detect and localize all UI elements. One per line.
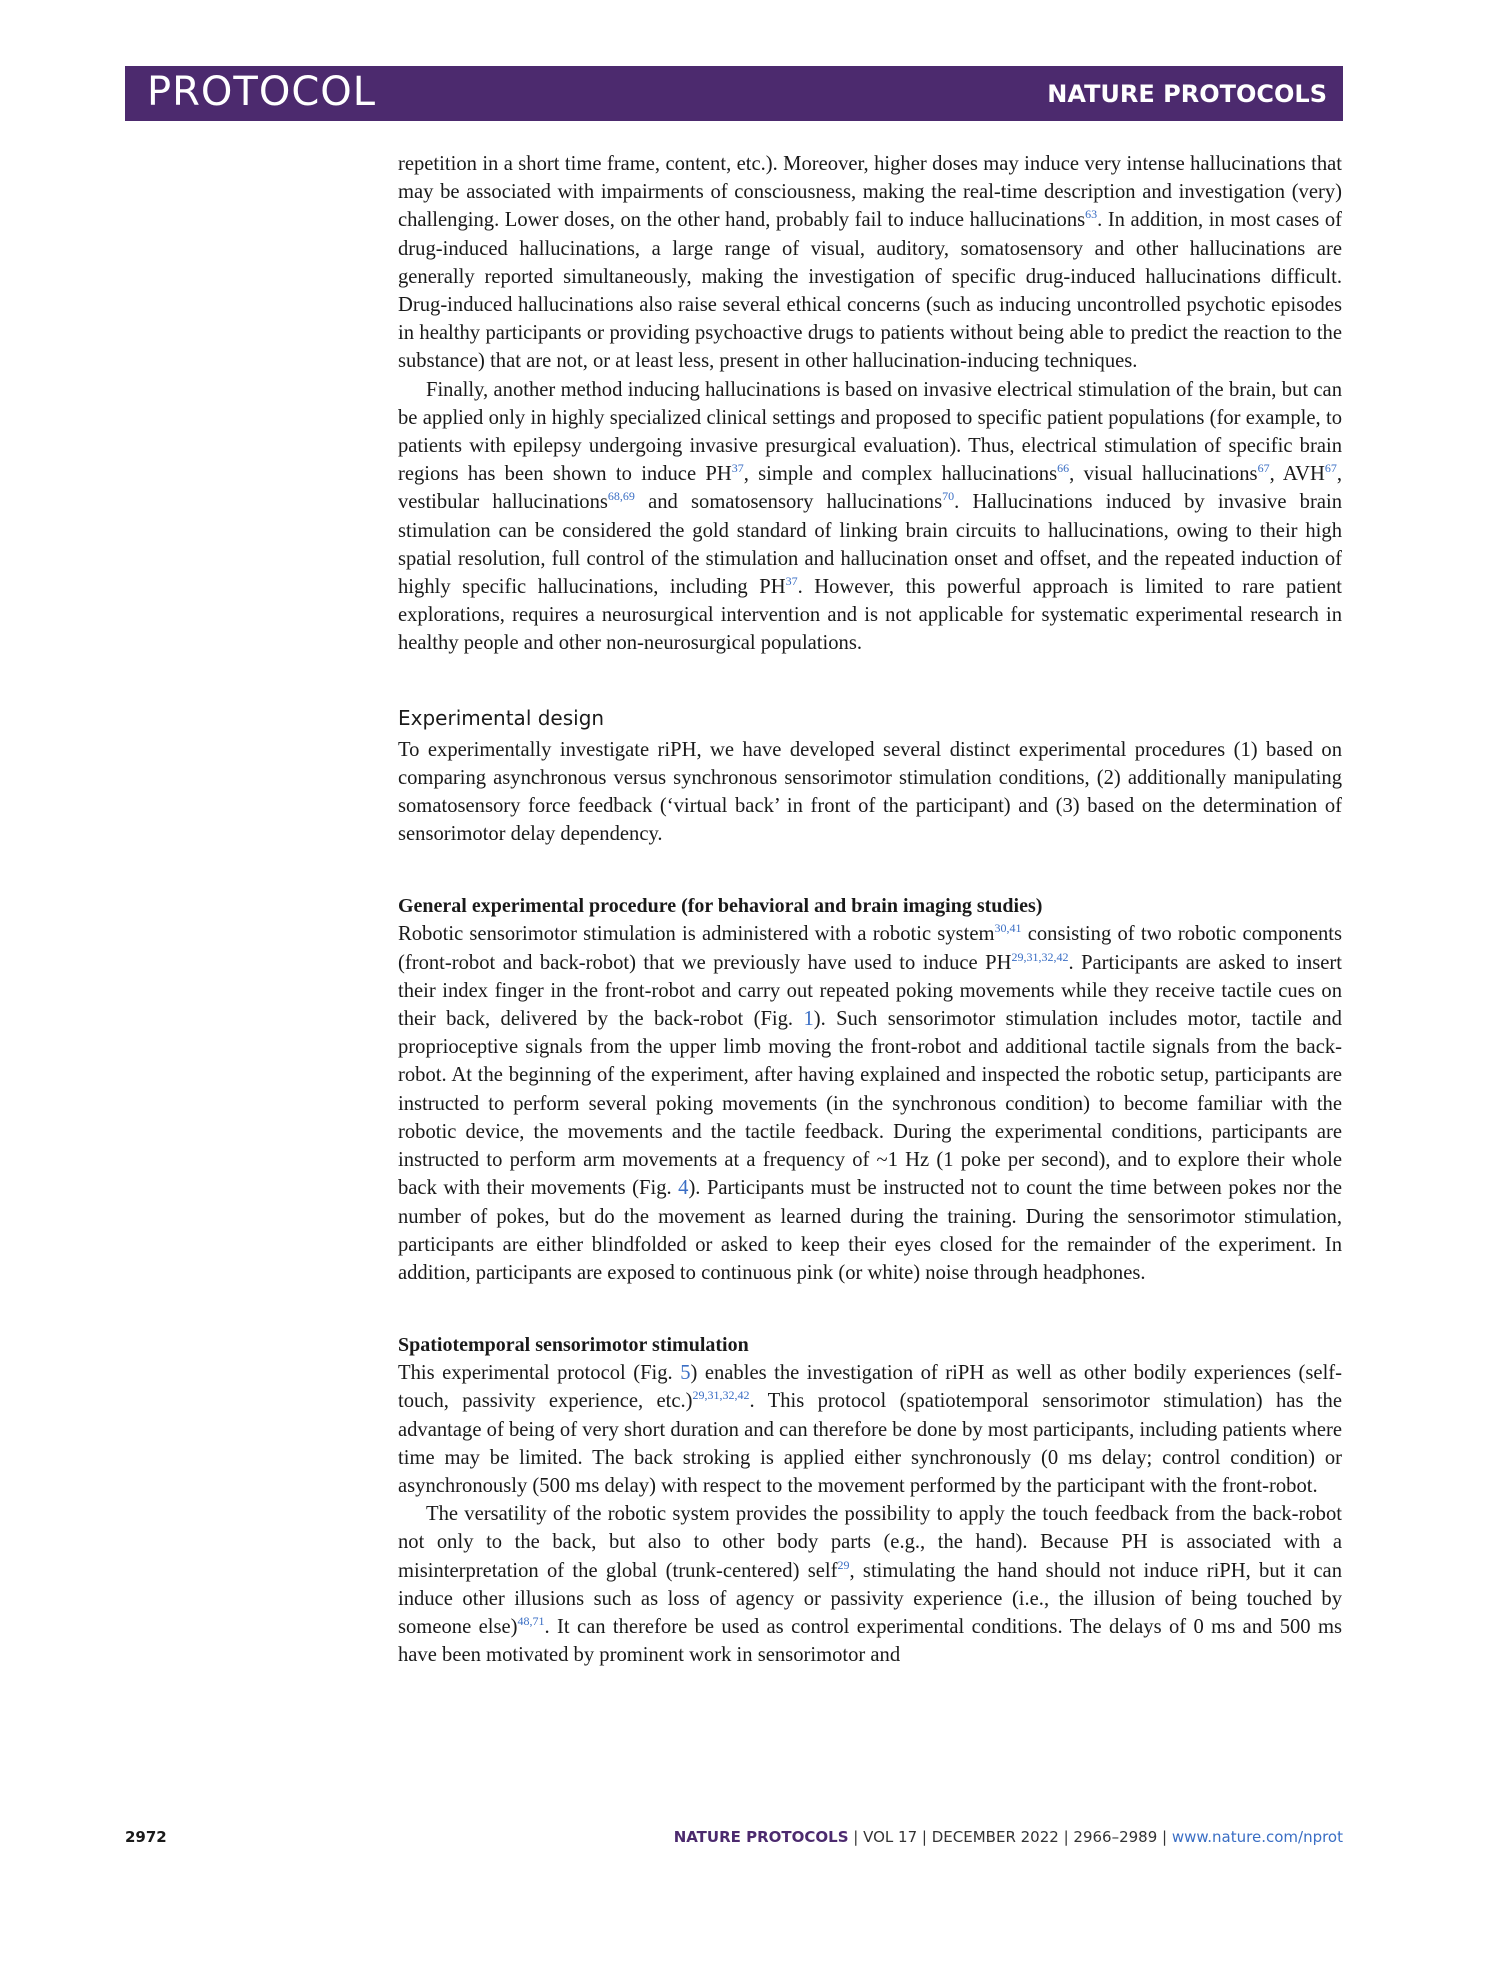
- reference-link[interactable]: 29,31,32,42: [692, 1388, 750, 1403]
- reference-link[interactable]: 30,41: [994, 921, 1022, 936]
- reference-link[interactable]: 67: [1324, 461, 1337, 476]
- reference-link[interactable]: 37: [785, 574, 798, 589]
- paragraph-drug-hallucinations: repetition in a short time frame, content, etc.). Moreover, higher doses may induce very intense hallucinations that may be associated with impairments of consciousness, making the real-time description and investigation (very) challenging. Lower doses, on the other hand, probably fail to induce hallucinations$^{63}$. In addition, in most cases of drug-induced hallucinations, a large range of visual, auditory, somatosensory and other hallucinations are generally reported simultaneously, making the investigation of specific drug-induced hallucinations difficult. Drug-induced hallucinations also raise several ethical concerns (such as inducing uncontrolled psychotic episodes in healthy participants or providing psychoactive drugs to patients without being able to predict the reaction to the substance) that are not, or at least less, present in other hallucination-inducing techniques.: [398, 153, 1342, 373]
- reference-link[interactable]: 37: [731, 461, 744, 476]
- paragraph-experimental-design: To experimentally investigate riPH, we have developed several distinct experimental procedures (1) based on comparing asynchronous versus synchronous sensorimotor stimulation conditions, (2) additionally manipulating somatosensory force feedback (‘virtual back’ in front of the participant) and (3) based on the determination of sensorimotor delay dependency.: [398, 738, 1342, 846]
- subheading-general-procedure: General experimental procedure (for behavioral and brain imaging studies): [398, 895, 1043, 918]
- reference-link[interactable]: 68,69: [607, 489, 635, 504]
- reference-link[interactable]: 63: [1085, 207, 1098, 222]
- figure-link[interactable]: 5: [680, 1362, 691, 1385]
- reference-link[interactable]: 48,71: [517, 1614, 545, 1629]
- paragraph-electrical-stimulation: Finally, another method inducing hallucinations is based on invasive electrical stimulation of the brain, but can be applied only in highly specialized clinical settings and proposed to specific patient populations (for example, to patients with epilepsy undergoing invasive presurgical evaluation). Thus, electrical stimulation of specific brain regions has been shown to induce PH$^{37}$, simple and complex hallucinations$^{66}$, visual hallucinations$^{67}$, AVH$^{67}$, vestibular hallucinations$^{68,69}$ and somatosensory hallucinations$^{70}$. Hallucinations induced by invasive brain stimulation can be considered the gold standard of linking brain circuits to hallucinations, owing to their high spatial resolution, full control of the stimulation and hallucination onset and offset, and the repeated induction of highly specific hallucinations, including PH$^{37}$. However, this powerful approach is limited to rare patient explorations, requires a neurosurgical intervention and is not applicable for systematic experimental research in healthy people and other non-neurosurgical populations.: [398, 378, 1342, 655]
- paragraph-spatiotemporal: This experimental protocol (Fig. 5) enables the investigation of riPH as well as other bodily experiences (self-touch, passivity experience, etc.)$^{29,31,32,42}$. This protocol (spatiotemporal sensorimotor stimulation) has the advantage of being of very short duration and can therefore be done by most participants, including patients where time may be limited. The back stroking is applied either synchronously (0 ms delay; control condition) or asynchronously (500 ms delay) with respect to the movement performed by the participant with the front-robot.: [398, 1362, 1343, 1497]
- subheading-spatiotemporal: Spatiotemporal sensorimotor stimulation: [398, 1334, 749, 1357]
- section-heading-experimental-design: Experimental design: [398, 705, 605, 730]
- reference-link[interactable]: 66: [1057, 461, 1070, 476]
- header-banner: [125, 66, 1343, 121]
- figure-link[interactable]: 1: [803, 1008, 814, 1031]
- footer-volume: VOL 17: [863, 1828, 918, 1846]
- footer-pages: 2966–2989: [1073, 1828, 1158, 1846]
- reference-link[interactable]: 29,31,32,42: [1011, 949, 1069, 964]
- footer-journal: NATURE PROTOCOLS: [673, 1828, 849, 1846]
- footer-citation: NATURE PROTOCOLS | VOL 17 | DECEMBER 2022 | 2966–2989 | www.nature.com/nprot: [673, 1828, 1343, 1846]
- reference-link[interactable]: 67: [1257, 461, 1270, 476]
- footer-url-link[interactable]: www.nature.com/nprot: [1171, 1828, 1343, 1846]
- reference-link[interactable]: 29: [837, 1557, 850, 1572]
- journal-name: NATURE PROTOCOLS: [1047, 80, 1327, 108]
- figure-link[interactable]: 4: [678, 1177, 689, 1200]
- paragraph-general-procedure: Robotic sensorimotor stimulation is administered with a robotic system$^{30,41}$ consisting of two robotic components (front-robot and back-robot) that we previously have used to induce PH$^{29,31,32,42}$. Participants are asked to insert their index finger in the front-robot and carry out repeated poking movements while they receive tactile cues on their back, delivered by the back-robot (Fig. 1). Such sensorimotor stimulation includes motor, tactile and proprioceptive signals from the upper limb moving the front-robot and additional tactile signals from the back-robot. At the beginning of the experiment, after having explained and inspected the robotic setup, participants are instructed to perform several poking movements (in the synchronous condition) to become familiar with the robotic device, the movements and the tactile feedback. During the experimental conditions, participants are instructed to perform arm movements at a frequency of ~1 Hz (1 poke per second), and to explore their whole back with their movements (Fig. 4). Participants must be instructed not to count the time between pokes nor the number of pokes, but do the movement as learned during the training. During the sensorimotor stimulation, participants are either blindfolded or asked to keep their eyes closed for the remainder of the experiment. In addition, participants are exposed to continuous pink (or white) noise through headphones.: [398, 921, 1342, 1284]
- page-number: 2972: [125, 1828, 167, 1846]
- section-label: PROTOCOL: [147, 69, 377, 115]
- reference-link[interactable]: 70: [942, 489, 955, 504]
- footer-date: DECEMBER 2022: [931, 1828, 1059, 1846]
- main-column: [398, 150, 1342, 1669]
- paragraph-versatility: The versatility of the robotic system provides the possibility to apply the touch feedback from the back-robot not only to the back, but also to other body parts (e.g., the hand). Because PH is associated with a misinterpretation of the global (trunk-centered) self$^{29}$, stimulating the hand should not induce riPH, but it can induce other illusions such as loss of agency or passivity experience (i.e., the illusion of being touched by someone else)$^{48,71}$. It can therefore be used as control experimental conditions. The delays of 0 ms and 500 ms have been motivated by prominent work in sensorimotor and: [398, 1503, 1343, 1667]
